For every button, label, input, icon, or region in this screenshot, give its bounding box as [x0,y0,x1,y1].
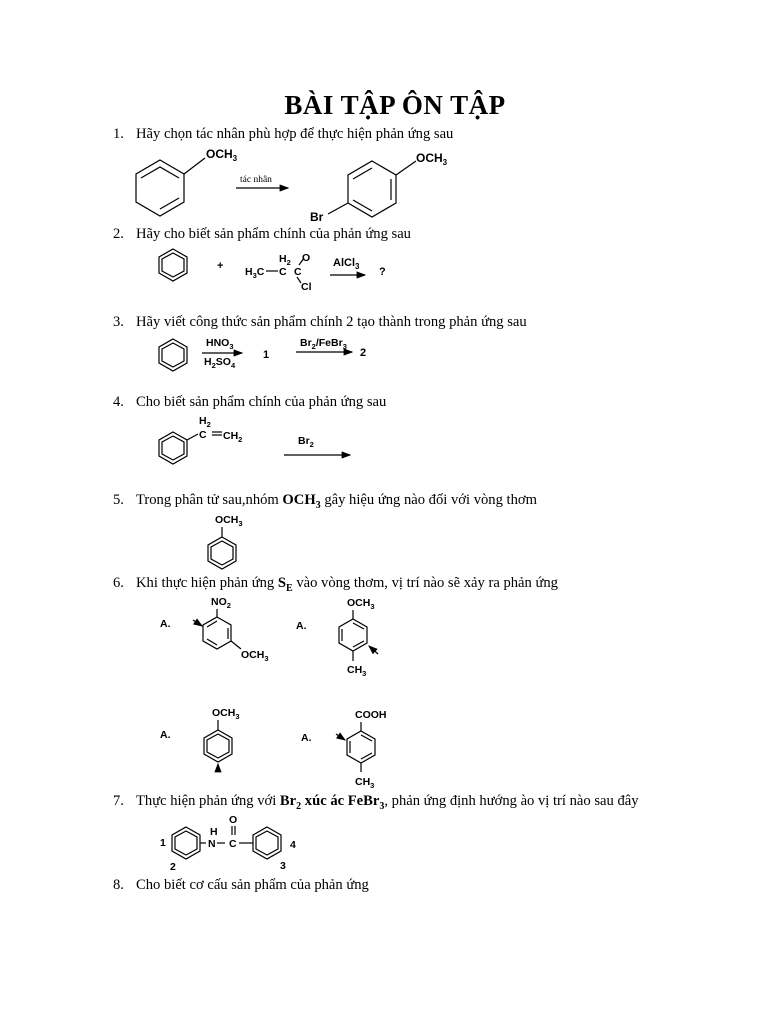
question-text: Hãy viết công thức sản phẩm chính 2 tạo thành trong phản ứng sau [136,314,527,330]
question-bold: Br [279,793,297,809]
question-text: Hãy cho biết sản phẩm chính của phản ứng sau [136,226,411,242]
bond [396,161,416,175]
aromatic-circle [211,541,233,565]
benzene-ring [159,432,187,464]
question-text-post: , phản ứng định hướng ào vị trí nào sau đây [384,793,639,809]
position-2-label: 2 [170,861,176,873]
plus-sign: + [217,260,224,272]
position-arrow [369,646,378,654]
q1-product-bromoanisole [310,151,448,224]
bond [187,434,198,440]
question-bold-sub: 2 [296,800,302,812]
question-text-pre: Thực hiện phản ứng với [136,793,280,809]
aromatic-circle [256,831,278,855]
c-label: C [229,838,237,850]
question-text: Cho biết sản phẩm chính của phản ứng sau [136,394,387,410]
question-bold: S [277,575,286,591]
q2-benzene [159,249,187,281]
question-number: 6. [113,575,124,591]
aromatic-circle [175,831,197,855]
question-text-pre: Khi thực hiện phản ứng [136,575,278,591]
product-1-label: 1 [263,349,270,361]
question-number: 7. [113,793,124,809]
och3-label: $OCH_3$ [347,597,375,611]
double-bond [160,198,179,209]
page-title: BÀI TẬP ÔN TẬP [284,90,506,120]
position-arrow [193,620,202,626]
question-number: 1. [113,126,124,142]
question-bold: OCH [282,492,316,508]
question-number: 5. [113,492,124,508]
catalyst-label: AlCl$_3$ [333,257,360,271]
question-number: 8. [113,877,124,893]
benzene-ring [159,249,187,281]
benzene-ring [208,537,236,569]
question-number: 3. [113,314,124,330]
och3-label: $OCH_3$ [212,707,240,721]
br-label: Br [310,210,324,224]
aromatic-circle [162,343,184,367]
benzene-ring [159,339,187,371]
benzene-ring [203,617,231,649]
br2-label: $Br_2$ [298,435,314,449]
bond [231,641,241,649]
c-label: C [294,266,302,278]
n-label: N [208,838,216,850]
position-4-label: 4 [290,839,296,851]
position-1-label: 1 [160,837,166,849]
h2-label: $H_2$ [199,415,211,429]
product-2-label: 2 [360,347,367,359]
cl-label: Cl [301,281,312,293]
q7-benzanilide [160,814,296,873]
double-bond [353,168,372,179]
och3-label: $OCH_3$ [241,649,269,663]
c-label: C [199,429,207,441]
benzene-ring [172,827,200,859]
question-mark: ? [379,266,386,278]
ch3-label: $CH_3$ [355,776,375,790]
position-arrow [336,734,345,740]
c-label: C [279,266,287,278]
question-text-post: gây hiệu ứng nào đối với vòng thơm [320,492,537,508]
och3-label: $OCH_3$ [206,147,238,163]
q5-anisole [208,514,243,569]
question-text-pre: Trong phân tử sau,nhóm [136,492,283,508]
question-bold-2: xúc ác FeBr [301,793,380,809]
question-number: 4. [113,394,124,410]
aromatic-circle [207,734,229,758]
no2-label: $NO_2$ [211,596,231,610]
benzene-ring [204,730,232,762]
q6-option-2 [339,597,378,678]
q6-option-1 [193,596,269,663]
reagent-label: tác nhân [240,175,272,185]
h3c-label: $H_3C$ [245,266,265,280]
option-a-label: A. [296,620,307,632]
q2-acyl-chloride [245,252,312,293]
o-label: O [302,252,311,264]
question-bold-sub: E [286,582,293,594]
option-a-label: A. [301,732,312,744]
question-text: Cho biết cơ cấu sản phẩm của phản ứng [136,877,369,893]
q4-allylbenzene [159,415,242,464]
q1-reactant-anisole [136,147,238,216]
aromatic-circle [162,253,184,277]
double-bond [141,167,179,178]
benzene-ring [339,619,367,651]
option-a-label: A. [160,729,171,741]
h-label: H [210,826,218,838]
ch2-label: $CH_2$ [223,430,243,444]
position-3-label: 3 [280,860,286,872]
och3-label: $OCH_3$ [215,514,243,528]
ch3-label: $CH_3$ [347,664,367,678]
br2-febr3-label: $Br_2/FeBr_3$ [300,337,347,351]
benzene-ring [348,161,396,217]
hno3-label: $HNO_3$ [206,337,234,351]
h2so4-label: $H_2SO_4$ [204,356,236,370]
q3-benzene [159,339,187,371]
option-a-label: A. [160,618,171,630]
bond [184,158,205,174]
benzene-ring [136,160,184,216]
question-text: Hãy chọn tác nhân phù hợp để thực hiện phản ứng sau [136,126,454,142]
question-bold-2-sub: 3 [379,800,385,812]
bond [328,203,348,214]
q6-option-3 [204,707,240,770]
h2-label: $H_2$ [279,253,291,267]
question-number: 2. [113,226,124,242]
och3-label: $OCH_3$ [416,151,448,167]
question-bold-sub: 3 [315,499,321,511]
question-text-post: vào vòng thơm, vị trí nào sẽ xảy ra phản ứng [292,575,558,591]
o-label: O [229,814,238,826]
benzene-ring [253,827,281,859]
double-bond [353,200,372,211]
q6-option-4 [336,709,387,790]
benzene-ring [347,731,375,763]
cooh-label: COOH [355,709,387,721]
aromatic-circle [162,436,184,460]
